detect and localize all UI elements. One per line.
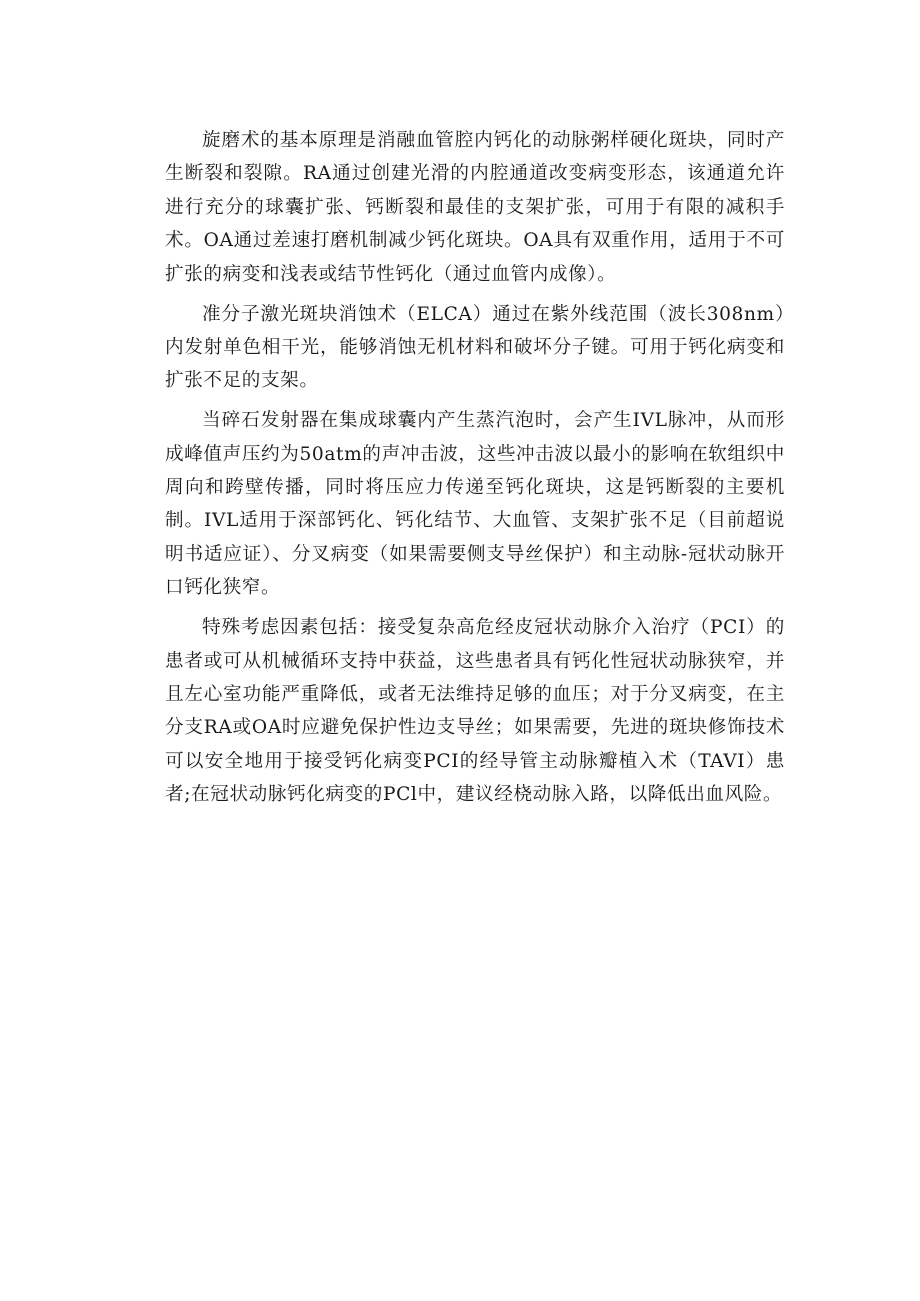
paragraph-excimer-laser: 准分子激光斑块消蚀术（ELCA）通过在紫外线范围（波长308nm）内发射单色相干光，能够消蚀无机材料和破坏分子键。可用于钙化病变和扩张不足的支架。 — [165, 303, 785, 392]
document-body — [165, 124, 785, 812]
paragraph-intravascular-lithotripsy: 当碎石发射器在集成球囊内产生蒸汽泡时，会产生IVL脉冲，从而形成峰值声压约为50atm的声冲击波，这些冲击波以最小的影响在软组织中周向和跨壁传播，同时将压应力传递至钙化斑块，这是钙断裂的主要机制。IVL适用于深部钙化、钙化结节、大血管、支架扩张不足（目前超说明书适应证）、分叉病变（如果需要侧支导丝保护）和主动脉-冠状动脉开口钙化狭窄。 — [165, 410, 785, 599]
paragraph-rotational-atherectomy: 旋磨术的基本原理是消融血管腔内钙化的动脉粥样硬化斑块，同时产生断裂和裂隙。RA通过创建光滑的内腔通道改变病变形态，该通道允许进行充分的球囊扩张、钙断裂和最佳的支架扩张，可用于有限的减积手术。OA通过差速打磨机制减少钙化斑块。OA具有双重作用，适用于不可扩张的病变和浅表或结节性钙化（通过血管内成像）。 — [165, 130, 785, 285]
paragraph-special-considerations: 特殊考虑因素包括：接受复杂高危经皮冠状动脉介入治疗（PCI）的患者或可从机械循环支持中获益，这些患者具有钙化性冠状动脉狭窄，并且左心室功能严重降低，或者无法维持足够的血压；对于分叉病变，在主分支RA或OA时应避免保护性边支导丝；如果需要，先进的斑块修饰技术可以安全地用于接受钙化病变PCI的经导管主动脉瓣植入术（TAVI）患者;在冠状动脉钙化病变的PCl中，建议经桡动脉入路，以降低出血风险。 — [165, 617, 785, 806]
